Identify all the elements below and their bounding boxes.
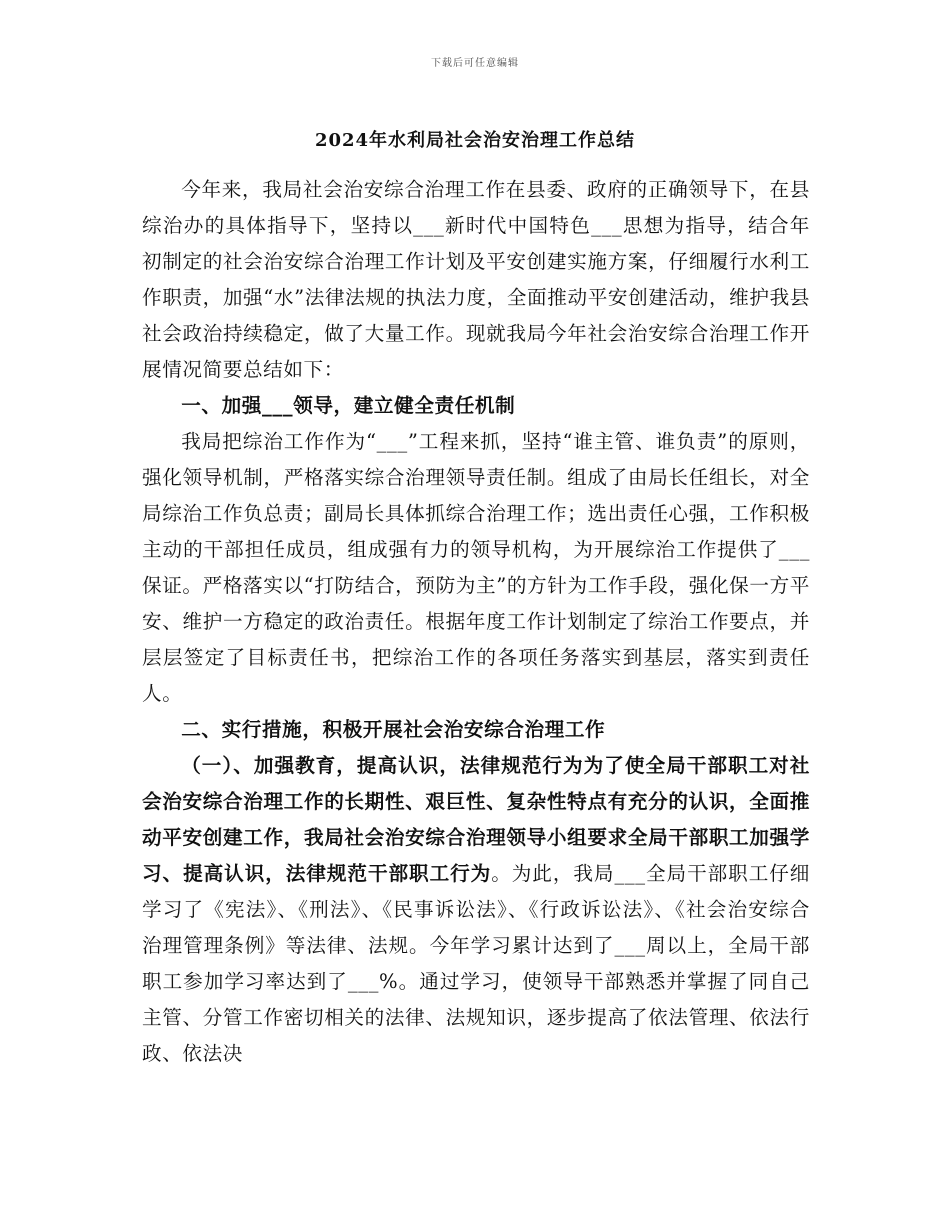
intro-paragraph: 今年来，我局社会治安综合治理工作在县委、政府的正确领导下，在县综治办的具体指导下，坚持以___新时代中国特色___思想为指导，结合年初制定的社会治安综合治理工作计划及平安创建实施方案，仔细履行水利工作职责，加强“水”法律法规的执法力度，全面推动平安创建活动，维护我县社会政治持续稳定，做了大量工作。现就我局今年社会治安综合治理工作开展情况简要总结如下： xyxy=(142,178,810,381)
document-body xyxy=(142,172,810,1072)
section-1-paragraph: 我局把综治工作作为“___”工程来抓，坚持“谁主管、谁负责”的原则，强化领导机制，严格落实综合治理领导责任制。组成了由局长任组长，对全局综治工作负总责；副局长具体抓综合治理工作；选出责任心强，工作积极主动的干部担任成员，组成强有力的领导机构，为开展综治工作提供了___保证。严格落实以“打防结合，预防为主”的方针为工作手段，强化保一方平安、维护一方稳定的政治责任。根据年度工作计划制定了综治工作要点，并层层签定了目标责任书，把综治工作的各项任务落实到基层，落实到责任人。 xyxy=(142,430,810,705)
section-2-sub-1-paragraph xyxy=(142,748,810,1072)
document-title: 2024年水利局社会治安治理工作总结 xyxy=(314,130,636,151)
section-2-sub-1-lead: （一）、加强教育，提高认识，法律规范行为为了使全局干部职工对社会治安综合治理工作的长期性、艰巨性、复杂性特点有充分的认识，全面推动平安创建工作，我局社会治安综合治理领导小组要求全局干部职工加强学习、提高认识，法律规范干部职工行为 xyxy=(142,754,810,885)
section-2-sub-1-body: 。为此，我局___全局干部职工仔细学习了《宪法》、《刑法》、《民事诉讼法》、《行政诉讼法》、《社会治安综合治理管理条例》等法律、法规。今年学习累计达到了___周以上，全局干部职工参加学习率达到了___%。通过学习，使领导干部熟悉并掌握了同自己主管、分管工作密切相关的法律、法规知识，逐步提高了依法管理、依法行政、依法决 xyxy=(142,862,810,1065)
page-header-note: 下载后可任意编辑 xyxy=(431,58,519,69)
section-2-heading: 二、实行措施，积极开展社会治安综合治理工作 xyxy=(181,718,606,741)
section-1-heading: 一、加强___领导，建立健全责任机制 xyxy=(181,394,516,417)
